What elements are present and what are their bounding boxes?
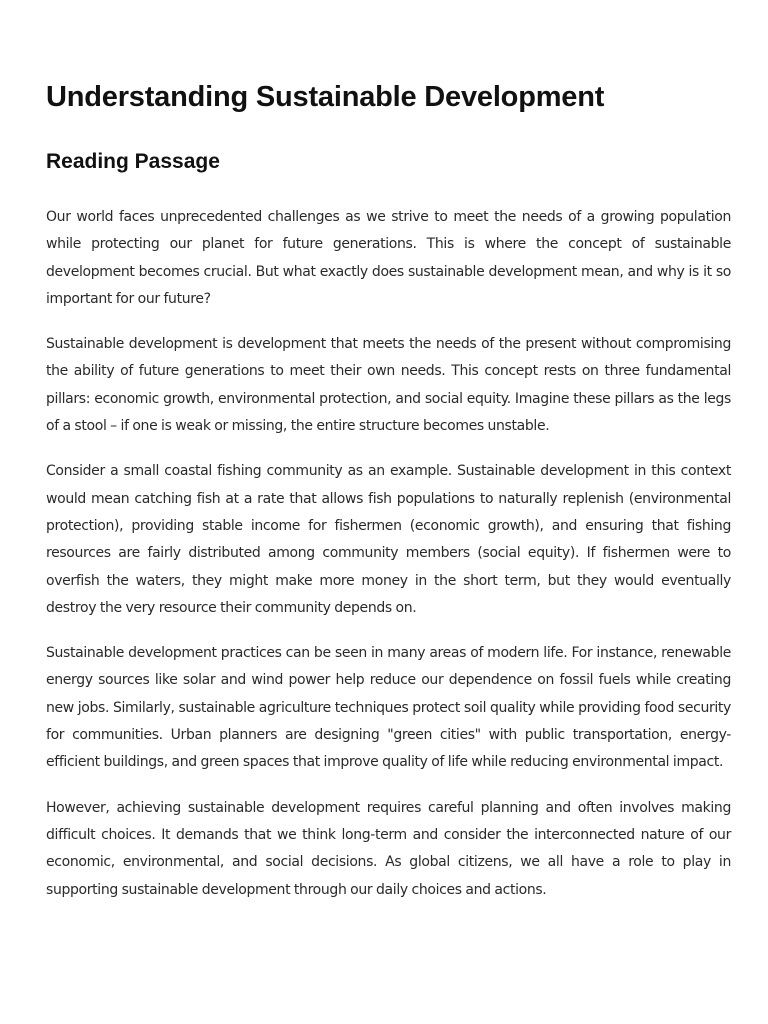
paragraph-4: Sustainable development practices can be seen in many areas of modern life. For instance, renewable energy sources like solar and wind power help reduce our dependence on fossil fuels while creating new jobs. Similarly, sustainable agriculture techniques protect soil quality while providing food security for communities. Urban planners are designing "green cities" with public transportation, energy-efficient buildings, and green spaces that improve quality of life while reducing environmental impact.	[46, 645, 731, 771]
paragraph-1: Our world faces unprecedented challenges as we strive to meet the needs of a growing population while protecting our planet for future generations. This is where the concept of sustainable development becomes crucial. But what exactly does sustainable development mean, and why is it so important for our future?	[46, 209, 731, 307]
section-heading: Reading Passage	[46, 150, 220, 173]
paragraph-5: However, achieving sustainable development requires careful planning and often involves making difficult choices. It demands that we think long-term and consider the interconnected nature of our economic, environmental, and social decisions. As global citizens, we all have a role to play in supporting sustainable development through our daily choices and actions.	[46, 799, 731, 898]
reading-passage	[46, 204, 731, 904]
paragraph-3: Consider a small coastal fishing community as an example. Sustainable development in this context would mean catching fish at a rate that allows fish populations to naturally replenish (environmental protection), providing stable income for fishermen (economic growth), and ensuring that fishing resources are fairly distributed among community members (social equity). If fishermen were to overfish the waters, they might make more money in the short term, but they would eventually destroy the very resource their community depends on.	[46, 463, 731, 616]
paragraph-2: Sustainable development is development that meets the needs of the present without compromising the ability of future generations to meet their own needs. This concept rests on three fundamental pillars: economic growth, environmental protection, and social equity. Imagine these pillars as the legs of a stool – if one is weak or missing, the entire structure becomes unstable.	[46, 336, 731, 435]
page-title: Understanding Sustainable Development	[46, 81, 605, 113]
